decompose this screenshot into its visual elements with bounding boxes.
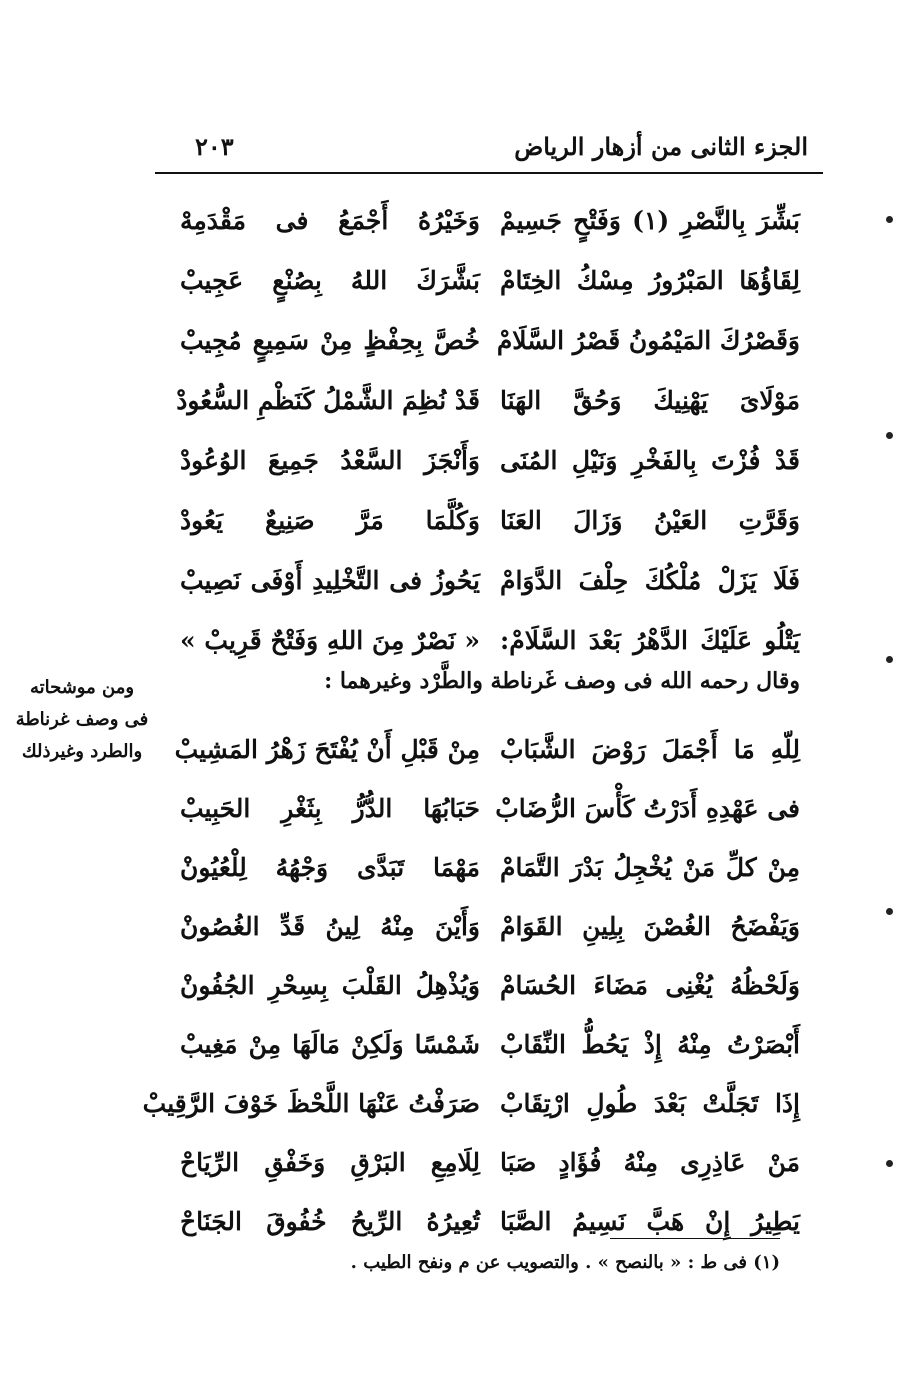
verse-line — [180, 1192, 800, 1251]
first-hemistich: وَيَفْضَحُ الغُصْنَ بِلِينِ القَوَامْ — [500, 912, 800, 941]
header-rule — [155, 172, 823, 174]
verse-line — [174, 720, 800, 779]
margin-note-line: ومن موشحاته — [29, 677, 135, 698]
verse-line — [180, 897, 800, 956]
page-number: ٢٠٣ — [195, 132, 234, 161]
second-hemistich: مَهْمَا تَبَدَّى وَجْهُهُ لِلْعُيُونْ — [180, 853, 480, 882]
first-hemistich: مِنْ كلِّ مَنْ يُخْجِلُ بَدْرَ التَّمَامْ — [500, 853, 800, 882]
first-hemistich: أَبْصَرْتُ مِنْهُ إِذْ يَحُطُّ النِّقَابْ — [500, 1030, 800, 1059]
second-hemistich: بَشَّرَكَ اللهُ بِصُنْعٍ عَجِيبْ — [180, 265, 480, 295]
verse-line — [180, 190, 800, 250]
first-hemistich: إِذَا تَجَلَّتْ بَعْدَ طُولِ ارْتِقَابْ — [500, 1089, 800, 1118]
second-hemistich: قَدْ نُظِمَ الشَّمْلُ كَنَظْمِ السُّعُودْ — [176, 385, 480, 415]
second-hemistich: شَمْسًا وَلَكِنْ مَالَهَا مِنْ مَغِيبْ — [180, 1030, 480, 1059]
margin-bullet — [886, 216, 893, 223]
first-hemistich: لِلّهِ مَا أَجْمَلَ رَوْضَ الشَّبَابْ — [500, 735, 800, 764]
second-hemistich: يَحُوزُ فى التَّخْلِيدِ أَوْفَى نَصِيبْ — [180, 565, 480, 595]
first-hemistich: قَدْ فُزْتَ بِالفَخْرِ وَنَيْلِ المُنَى — [500, 445, 800, 475]
second-hemistich: تُعِيرُهُ الرِّيحُ خُفُوقَ الجَنَاحْ — [180, 1207, 480, 1236]
first-hemistich: يَطِيرُ إِنْ هَبَّ نَسِيمُ الصَّبَا — [500, 1207, 800, 1236]
margin-bullet — [886, 432, 893, 439]
footnote: (١) فى ط : « بالنصح » . والتصويب عن م ونفح الطيب . — [350, 1252, 780, 1273]
second-hemistich: وَأَيْنَ مِنْهُ لِينُ قَدِّ الغُصُونْ — [180, 912, 480, 941]
first-hemistich: فَلَا يَزَلْ مُلْكُكَ حِلْفَ الدَّوَامْ — [500, 565, 800, 595]
first-hemistich: مَوْلَاىَ يَهْنِيكَ وَحُقَّ الهَنَا — [500, 385, 800, 415]
verse-line — [180, 310, 800, 370]
margin-bullet — [886, 908, 893, 915]
verse-line — [180, 430, 800, 490]
second-hemistich: حَبَابُهَا الدُّرُّ بِثَغْرِ الحَبِيبْ — [180, 794, 480, 823]
margin-note-line: فى وصف غرناطة — [15, 709, 149, 730]
first-hemistich: يَتْلُو عَلَيْكَ الدَّهْرُ بَعْدَ السَّلَامْ: — [500, 625, 800, 655]
second-hemistich: صَرَفْتُ عَنْهَا اللَّحْظَ خَوْفَ الرَّقِيبْ — [142, 1089, 480, 1118]
prose-intro: وقال رحمه الله فى وصف غَرناطة والطَّرْد وغيرهما : — [324, 668, 800, 694]
running-title: الجزء الثانى من أزهار الرياض — [514, 132, 808, 161]
second-hemistich: وَخَيْرُهُ أَجْمَعُ فى مَقْدَمِهْ — [180, 205, 480, 235]
footnote-rule — [610, 1238, 780, 1239]
verse-line — [176, 370, 800, 430]
second-hemistich: لِلَامِعِ البَرْقِ وَخَفْقِ الرِّيَاحْ — [180, 1148, 480, 1177]
verse-line — [180, 1133, 800, 1192]
verse-block-1 — [176, 190, 800, 670]
verse-line — [180, 956, 800, 1015]
first-hemistich: فى عَهْدِهِ أَدَرْتُ كَأْسَ الرُّضَابْ — [495, 794, 800, 823]
verse-line — [180, 250, 800, 310]
second-hemistich: وَيُذْهِلُ القَلْبَ بِسِحْرِ الجُفُونْ — [180, 971, 480, 1000]
first-hemistich: مَنْ عَاذِرِى مِنْهُ فُؤَادٍ صَبَا — [500, 1148, 800, 1177]
first-hemistich: وَقَرَّتِ العَيْنُ وَزَالَ العَنَا — [500, 505, 800, 535]
second-hemistich: وَكُلَّمَا مَرَّ صَنِيعٌ يَعُودْ — [180, 505, 480, 535]
verse-line — [180, 838, 800, 897]
margin-note-line: والطرد وغيرذلك — [21, 741, 143, 762]
margin-note — [8, 672, 156, 768]
verse-line — [180, 550, 800, 610]
page-header — [155, 128, 808, 172]
first-hemistich: لِقَاؤُهَا المَبْرُورُ مِسْكُ الخِتَامْ — [500, 265, 800, 295]
first-hemistich: وَلَحْظُهُ يُغْنِى مَضَاءَ الحُسَامْ — [500, 971, 800, 1000]
verse-line — [180, 490, 800, 550]
margin-bullet — [886, 656, 893, 663]
verse-line — [142, 1074, 800, 1133]
first-hemistich: بَشِّرَ بِالنَّصْرِ (١) وَفَتْحٍ جَسِيمْ — [500, 205, 800, 235]
second-hemistich: « نَصْرٌ مِنَ اللهِ وَفَتْحٌ قَرِيبْ » — [180, 625, 480, 655]
second-hemistich: خُصَّ بِحِفْظٍ مِنْ سَمِيعٍ مُجِيبْ — [180, 325, 480, 355]
second-hemistich: وَأَنْجَزَ السَّعْدُ جَمِيعَ الوُعُودْ — [180, 445, 480, 475]
verse-block-2 — [142, 720, 800, 1251]
margin-bullet — [886, 1160, 893, 1167]
verse-line — [180, 610, 800, 670]
second-hemistich: مِنْ قَبْلِ أَنْ يُفْتَحَ زَهْرُ المَشِيبْ — [174, 735, 480, 764]
verse-line — [180, 1015, 800, 1074]
verse-line — [180, 779, 800, 838]
first-hemistich: وَقَصْرُكَ المَيْمُونُ قَصْرُ السَّلَامْ — [496, 325, 800, 355]
